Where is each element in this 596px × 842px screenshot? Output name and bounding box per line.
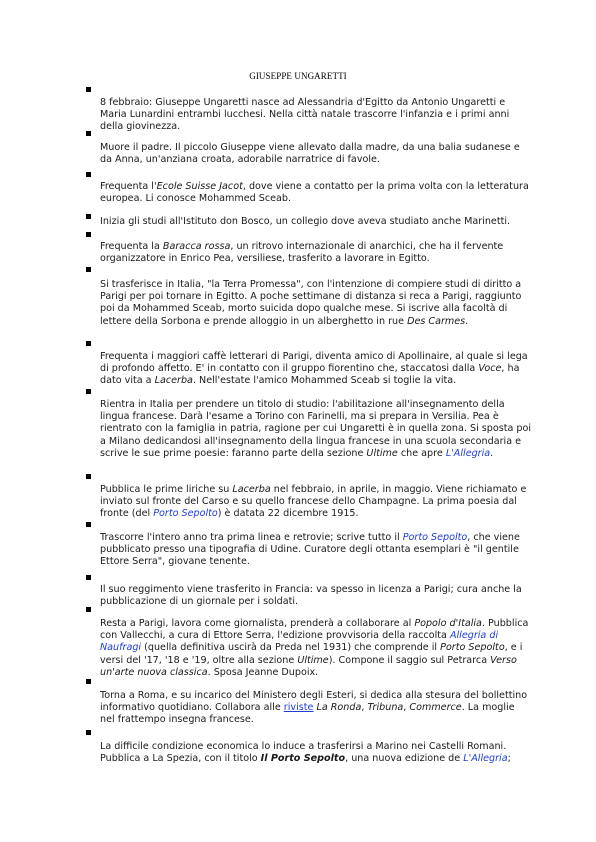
list-item	[100, 399, 532, 460]
title-link[interactable]: Porto Sepolto	[402, 532, 468, 543]
text-segment: (quella definitiva uscirà da Preda nel 1931) che comprende il	[141, 642, 441, 654]
title-link[interactable]: L'Allegria	[463, 753, 508, 765]
list-bullet	[86, 341, 91, 346]
text-segment: , che viene pubblicato presso una tipografia di Udine. Curatore degli ottanta esemplari è "il gentile Ettore Serra", giovane tenente.	[100, 532, 520, 568]
list-item	[100, 241, 532, 265]
list-item	[100, 181, 532, 205]
list-item	[100, 97, 532, 134]
list-bullet	[86, 267, 91, 272]
text-segment: 8 febbraio: Giuseppe Ungaretti nasce ad Alessandria d'Egitto da Antonio Ungaretti e Maria Lunardini entrambi lucchesi. Nella città natale trascorre l'infanzia e i primi anni della giovinezza.	[100, 97, 510, 133]
text-segment: nel febbraio, in aprile, in maggio. Viene richiamato e inviato sul fronte del Carso e su quello francese dello Champagne. La prima poesia dal fronte (del	[100, 484, 527, 520]
italic-title: Ultime	[366, 447, 398, 459]
text-segment: che apre	[397, 447, 446, 459]
text-segment: Muore il padre. Il piccolo Giuseppe viene allevato dalla madre, da una balia sudanese e da Anna, un'anziana croata, adorabile narratrice di favole.	[100, 142, 520, 166]
italic-title: Voce	[478, 363, 502, 375]
italic-title: Des Carmes	[407, 315, 466, 327]
text-segment: Pubblica le prime liriche su	[100, 484, 233, 495]
title-link[interactable]: L'Allegria	[445, 447, 491, 459]
text-segment: , e i versi del '17, '18 e '19, oltre alla sezione	[100, 642, 523, 666]
list-item	[100, 690, 532, 727]
list-bullet	[86, 232, 91, 237]
list-item	[100, 351, 532, 388]
text-segment: , un ritrovo internazionale di anarchici, che ha il fervente organizzatore in Enrico Pea, versiliese, trasferito a lavorare in Egitto.	[100, 241, 504, 265]
italic-title: Baracca rossa	[162, 241, 231, 252]
italic-title: Verso un'arte nuova classica	[100, 654, 517, 678]
page-title: GIUSEPPE UNGARETTI	[249, 71, 347, 81]
text-segment: ). Compone il saggio sul Petrarca	[328, 654, 491, 666]
italic-title: Ultime	[297, 654, 329, 666]
list-bullet	[86, 474, 91, 479]
text-segment: , dove viene a contatto per la prima volta con la letteratura europea. Li conosce Mohammed Sceab.	[100, 181, 529, 205]
text-segment: Rientra in Italia per prendere un titolo di studio: l'abilitazione all'insegnamento della lingua francese. Darà l'esame a Torino con Farinelli, ma si prepara in Versilia. Pea è rientrato con la famiglia in patria, ragione per cui Ungaretti è in quella zona. Si sposta poi a Milano dedicandosi all'insegnamento della lingua francese in una scuola secondaria e scrive le sue prime poesie: faranno parte della sezione	[100, 399, 532, 459]
bold-italic-title: Il Porto Sepolto	[260, 753, 346, 765]
text-segment: Frequenta la	[100, 241, 163, 252]
list-item	[100, 142, 532, 166]
italic-title: La Ronda	[316, 702, 362, 714]
text-segment: Torna a Roma, e su incarico del Ministero degli Esteri, si dedica alla stesura del bollettino informativo quotidiano. Collabora alle	[100, 690, 528, 714]
text-segment: , una nuova edizione de	[345, 753, 464, 765]
italic-title: Porto Sepolto	[440, 642, 505, 654]
italic-title: Commerce	[409, 702, 462, 714]
text-segment: ;	[507, 753, 511, 765]
italic-title: Lacerba	[232, 484, 271, 495]
text-segment: Si trasferisce in Italia, "la Terra Promessa", con l'intenzione di compiere studi di diritto a Parigi per poi tornare in Egitto. A poche settimane di distanza si reca a Parigi, raggiunto poi da Mohammed Sceab, morto suicida dopo qualche mese. Si iscrive alla facoltà di lettere della Sorbona e prende alloggio in un alberghetto in rue	[100, 279, 522, 327]
text-segment: . Pubblica con Vallecchi, a cura di Ettore Serra, l'edizione provvisoria della raccolta	[100, 618, 529, 642]
list-bullet	[86, 389, 91, 394]
riviste-link[interactable]: riviste	[283, 702, 314, 714]
list-bullet	[86, 607, 91, 612]
list-bullet	[86, 575, 91, 580]
text-segment: .	[465, 315, 469, 327]
list-bullet	[86, 172, 91, 177]
text-segment: Frequenta l'	[100, 181, 157, 192]
text-segment: ,	[403, 702, 410, 714]
list-item	[100, 484, 532, 521]
list-bullet	[86, 679, 91, 684]
list-item	[100, 532, 532, 569]
list-item	[100, 584, 532, 608]
text-segment: ) è datata 22 dicembre 1915.	[217, 508, 359, 520]
text-segment: Resta a Parigi, lavora come giornalista, prenderà a collaborare al	[100, 618, 415, 629]
text-segment: Inizia gli studi all'Istituto don Bosco, un collegio dove aveva studiato anche Marinetti.	[100, 216, 511, 227]
text-segment: Frequenta i maggiori caffè letterari di Parigi, diventa amico di Apollinaire, al quale si lega di profondo affetto. E' in contatto con il gruppo fiorentino che, staccatosi dalla	[100, 351, 528, 375]
list-item	[100, 279, 532, 328]
list-bullet	[86, 214, 91, 219]
list-bullet	[86, 730, 91, 735]
list-item	[100, 741, 532, 765]
text-segment: ,	[361, 702, 368, 714]
text-segment: La difficile condizione economica lo induce a trasferirsi a Marino nei Castelli Romani. Pubblica a La Spezia, con il titolo	[100, 741, 507, 765]
list-bullet	[86, 522, 91, 527]
text-segment: Trascorre l'intero anno tra prima linea e retrovie; scrive tutto il	[100, 532, 403, 543]
text-segment: .	[490, 447, 494, 459]
list-bullet	[86, 87, 91, 92]
text-segment: Il suo reggimento viene trasferito in Francia: va spesso in licenza a Parigi; cura anche la pubblicazione di un giornale per i soldati.	[100, 584, 522, 608]
italic-title: Lacerba	[154, 375, 193, 387]
title-link[interactable]: Porto Sepolto	[153, 508, 218, 520]
list-item	[100, 618, 532, 679]
italic-title: Popolo d'Italia	[414, 618, 482, 629]
text-segment: . Sposa Jeanne Dupoix.	[207, 666, 319, 678]
italic-title: Ecole Suisse Jacot	[156, 181, 243, 192]
title-link[interactable]: Allegria di Naufragi	[100, 630, 499, 654]
list-bullet	[86, 131, 91, 136]
text-segment: . Nell'estate l'amico Mohammed Sceab si toglie la vita.	[192, 375, 457, 387]
list-item	[100, 216, 532, 228]
italic-title: Tribuna	[367, 702, 404, 714]
text-segment: . La moglie nel frattempo insegna francese.	[100, 702, 515, 726]
text-segment: , ha dato vita a	[100, 363, 520, 387]
